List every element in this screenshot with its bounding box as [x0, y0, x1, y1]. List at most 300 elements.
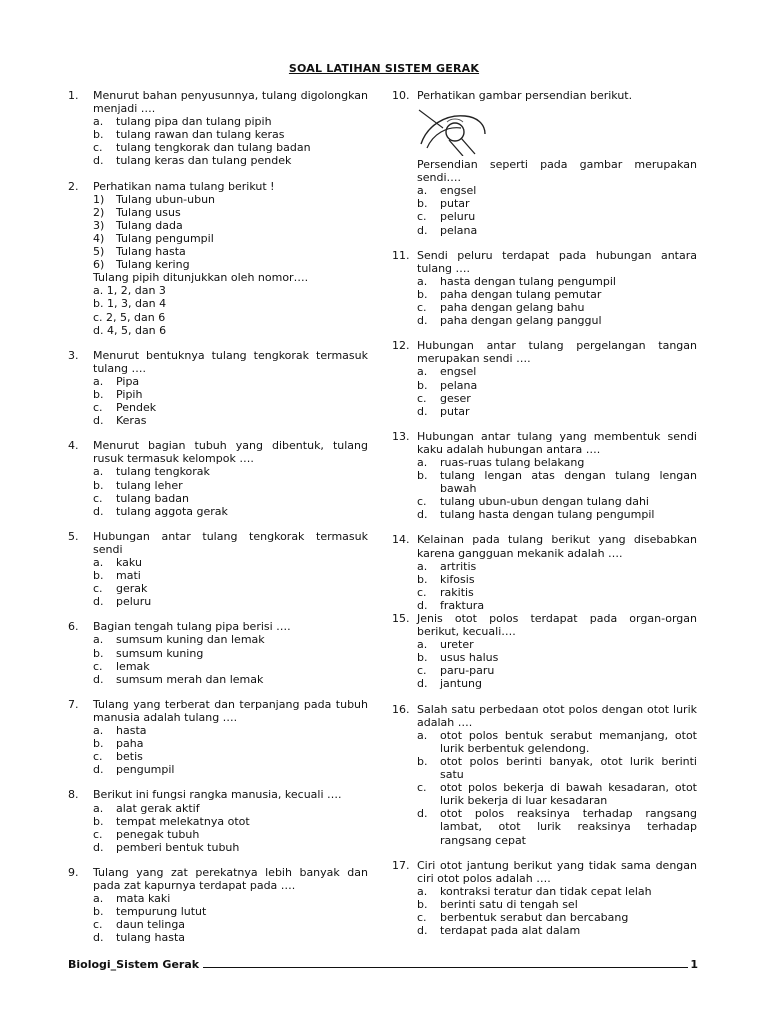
question-text: Menurut bentuknya tulang tengkorak termasuk tulang …. [93, 348, 368, 375]
option-text: tulang hasta [116, 931, 186, 945]
option-item [93, 660, 368, 673]
option-item [93, 479, 368, 492]
question-text: Tulang yang terberat dan terpanjang pada tubuh manusia adalah tulang …. [93, 697, 368, 724]
option-item [417, 729, 697, 755]
options-list [93, 633, 368, 685]
options-list [417, 184, 697, 236]
option-item [417, 599, 697, 612]
option-item [417, 469, 697, 495]
question-number: 12. [392, 339, 410, 353]
option-label: c. [417, 910, 427, 924]
question-text: Tulang yang zat perekatnya lebih banyak dan pada zat kapurnya terdapat pada …. [93, 865, 368, 892]
option-text: sumsum kuning [116, 646, 204, 660]
question-number: 9. [68, 865, 79, 879]
option-item [93, 724, 368, 737]
option-item [93, 465, 368, 478]
option-item [417, 807, 697, 846]
question-item [68, 180, 368, 337]
options-list [417, 729, 697, 847]
question-number: 10. [392, 89, 410, 102]
option-label: 2) [93, 205, 105, 219]
option-text: paha dengan gelang panggul [440, 314, 602, 328]
option-label: c. [93, 827, 103, 841]
option-item [417, 898, 697, 911]
question-number: 17. [392, 858, 410, 872]
page-number: 1 [690, 957, 698, 971]
option-label: 1) [93, 192, 105, 206]
options-list [93, 802, 368, 854]
option-label: d. [417, 677, 428, 691]
question-text: Bagian tengah tulang pipa berisi …. [93, 620, 291, 634]
footer-rule [203, 957, 688, 968]
question-line [392, 533, 697, 559]
options-list [93, 892, 368, 944]
option-label: b. [93, 128, 104, 142]
question-spacer [392, 691, 697, 703]
question-item [68, 89, 368, 168]
option-text: Keras [116, 414, 147, 428]
question-spacer [392, 237, 697, 249]
option-item [93, 763, 368, 776]
question-text: Perhatikan gambar persendian berikut. [417, 89, 633, 102]
option-label: 3) [93, 218, 105, 232]
options-list [417, 885, 697, 937]
options-list [417, 275, 697, 327]
option-label: d. [417, 223, 428, 237]
option-item [93, 206, 368, 219]
option-text: gerak [116, 582, 148, 596]
answer-line: a. 1, 2, dan 3 [93, 284, 166, 298]
option-label: d. [93, 672, 104, 686]
option-text: terdapat pada alat dalam [440, 924, 581, 938]
option-item [93, 232, 368, 245]
option-text: berbentuk serabut dan bercabang [440, 910, 629, 924]
option-text: tempat melekatnya otot [116, 814, 250, 828]
option-item [93, 647, 368, 660]
option-item [93, 595, 368, 608]
option-item [93, 673, 368, 686]
question-spacer [68, 427, 368, 439]
question-text: Berikut ini fungsi rangka manusia, kecuali …. [93, 788, 342, 802]
question-line [68, 349, 368, 375]
option-item [93, 193, 368, 206]
option-label: b. [93, 646, 104, 660]
option-text: tempurung lutut [116, 905, 207, 919]
option-text: jantung [440, 677, 483, 691]
option-text: engsel [440, 365, 477, 379]
option-text: alat gerak aktif [116, 801, 200, 815]
options-list [93, 465, 368, 517]
question-item [392, 533, 697, 612]
option-text: tulang keras dan tulang pendek [116, 154, 292, 168]
question-item [392, 89, 697, 237]
option-label: c. [93, 582, 103, 596]
option-label: 5) [93, 245, 105, 259]
option-item [93, 219, 368, 232]
option-label: c. [417, 585, 427, 599]
right-column [392, 89, 697, 937]
option-item [417, 224, 697, 237]
option-text: tulang tengkorak dan tulang badan [116, 141, 311, 155]
question-number: 14. [392, 533, 410, 547]
question-text: Menurut bagian tubuh yang dibentuk, tulang rusuk termasuk kelompok …. [93, 439, 368, 466]
question-text: Ciri otot jantung berikut yang tidak sama dengan ciri otot polos adalah …. [417, 858, 697, 885]
option-text: pengumpil [116, 763, 175, 777]
option-text: tulang hasta dengan tulang pengumpil [440, 508, 655, 522]
option-label: c. [93, 141, 103, 155]
option-label: a. [93, 556, 104, 569]
option-text: mati [116, 569, 141, 583]
option-item [93, 828, 368, 841]
option-label: d. [417, 807, 428, 821]
options-list [93, 115, 368, 167]
option-text: pemberi bentuk tubuh [116, 840, 240, 854]
question-spacer [392, 521, 697, 533]
option-item [93, 582, 368, 595]
option-item [93, 918, 368, 931]
question-item [68, 530, 368, 609]
question-text: Jenis otot polos terdapat pada organ-organ berikut, kecuali…. [417, 612, 697, 639]
option-text: Tulang kering [116, 258, 190, 272]
options-list [417, 365, 697, 417]
question-number: 4. [68, 439, 79, 453]
option-text: otot polos bekerja di bawah kesadaran, otot lurik bekerja di luar kesadaran [440, 781, 697, 808]
option-label: a. [417, 884, 428, 898]
question-text: Hubungan antar tulang pergelangan tangan merupakan sendi …. [417, 339, 697, 366]
footer-label: Biologi_Sistem Gerak [68, 957, 200, 971]
answer-line: d. 4, 5, dan 6 [93, 323, 167, 337]
question-item [68, 439, 368, 518]
option-item [93, 569, 368, 582]
option-text: Tulang pengumpil [116, 231, 214, 245]
option-text: paha dengan tulang pemutar [440, 287, 602, 301]
options-list [417, 456, 697, 521]
option-text: peluru [116, 595, 152, 609]
option-text: peluru [440, 210, 476, 224]
option-item [93, 750, 368, 763]
option-text: tulang leher [116, 478, 183, 492]
question-line [392, 859, 697, 885]
option-label: d. [417, 598, 428, 612]
option-text: tulang pipa dan tulang pipih [116, 115, 272, 129]
question-line [68, 698, 368, 724]
option-text: mata kaki [116, 892, 171, 906]
option-text: paha dengan gelang bahu [440, 301, 585, 315]
option-label: c. [417, 210, 427, 224]
option-item [417, 638, 697, 651]
question-number: 6. [68, 620, 79, 634]
option-text: otot polos bentuk serabut memanjang, otot lurik berbentuk gelendong. [440, 728, 697, 755]
option-label: d. [93, 763, 104, 777]
option-item [417, 924, 697, 937]
page-title: SOAL LATIHAN SISTEM GERAK [288, 62, 480, 75]
option-label: b. [93, 569, 104, 583]
question-line [68, 180, 368, 193]
question-line [68, 866, 368, 892]
option-item [417, 911, 697, 924]
question-item [392, 703, 697, 847]
question-spacer [68, 686, 368, 698]
question-item [68, 698, 368, 777]
option-text: pelana [440, 378, 478, 392]
question-continuation: Persendian seperti pada gambar merupakan sendi…. [417, 158, 697, 185]
option-label: b. [417, 754, 428, 768]
option-item [417, 677, 697, 690]
option-item [93, 737, 368, 750]
option-label: a. [93, 892, 104, 906]
option-text: engsel [440, 184, 477, 198]
option-item [93, 892, 368, 905]
option-label: c. [93, 491, 103, 505]
option-item [417, 755, 697, 781]
question-number: 5. [68, 529, 79, 543]
option-item [417, 365, 697, 378]
option-text: rakitis [440, 585, 474, 599]
option-text: kaku [116, 556, 142, 569]
question-line [392, 339, 697, 365]
option-text: Tulang dada [116, 218, 183, 232]
option-item [417, 781, 697, 807]
option-text: Tulang ubun-ubun [116, 192, 216, 206]
option-text: paru-paru [440, 664, 495, 678]
option-item [93, 841, 368, 854]
question-spacer [68, 776, 368, 788]
option-text: tulang aggota gerak [116, 504, 228, 518]
option-label: d. [93, 840, 104, 854]
question-spacer [68, 337, 368, 349]
option-item [93, 128, 368, 141]
option-label: d. [93, 154, 104, 168]
option-label: d. [93, 931, 104, 945]
option-item [417, 288, 697, 301]
question-number: 7. [68, 697, 79, 711]
option-label: a. [417, 365, 428, 379]
option-text: kifosis [440, 572, 475, 586]
option-text: tulang badan [116, 491, 189, 505]
question-spacer [392, 847, 697, 859]
option-text: ureter [440, 638, 474, 652]
option-text: hasta dengan tulang pengumpil [440, 274, 616, 288]
option-item [93, 492, 368, 505]
option-label: c. [417, 301, 427, 315]
option-item [93, 154, 368, 167]
option-label: b. [417, 572, 428, 586]
option-label: c. [93, 401, 103, 415]
option-item [417, 495, 697, 508]
option-text: Pendek [116, 401, 157, 415]
option-label: b. [93, 814, 104, 828]
option-label: a. [93, 801, 104, 815]
question-text: Hubungan antar tulang yang membentuk sendi kaku adalah hubungan antara …. [417, 429, 697, 456]
question-number: 13. [392, 429, 410, 443]
option-item [93, 141, 368, 154]
option-label: 4) [93, 231, 105, 245]
option-label: b. [417, 378, 428, 392]
question-spacer [68, 854, 368, 866]
option-text: Tulang usus [116, 205, 181, 219]
option-text: otot polos reaksinya terhadap rangsang lambat, otot lurik reaksinya terhadap rangsang cepat [440, 807, 697, 847]
option-label: c. [93, 750, 103, 764]
page-footer [68, 957, 698, 971]
option-label: c. [417, 664, 427, 678]
option-label: d. [417, 314, 428, 328]
question-item [68, 866, 368, 945]
option-item [93, 245, 368, 258]
option-item [417, 301, 697, 314]
options-list [417, 560, 697, 612]
option-text: usus halus [440, 651, 499, 665]
question-line [68, 788, 368, 801]
option-text: lemak [116, 659, 150, 673]
option-label: 6) [93, 258, 105, 272]
option-item [417, 885, 697, 898]
option-label: a. [417, 184, 428, 198]
option-label: b. [417, 897, 428, 911]
option-label: a. [417, 274, 428, 288]
option-text: tulang tengkorak [116, 465, 210, 479]
options-list [93, 375, 368, 427]
option-item [93, 556, 368, 569]
question-item [68, 349, 368, 428]
question-line [68, 620, 368, 633]
option-text: penegak tubuh [116, 827, 200, 841]
option-item [93, 258, 368, 271]
option-item [93, 414, 368, 427]
option-label: b. [93, 737, 104, 751]
options-list [93, 724, 368, 776]
option-label: c. [417, 781, 427, 795]
option-text: sumsum kuning dan lemak [116, 633, 265, 647]
option-label: d. [417, 924, 428, 938]
option-text: putar [440, 197, 470, 211]
question-spacer [68, 168, 368, 180]
hip-joint-figure [417, 104, 489, 156]
option-item [93, 815, 368, 828]
question-number: 15. [392, 612, 410, 625]
answer-line: b. 1, 3, dan 4 [93, 297, 167, 311]
option-label: a. [417, 728, 428, 742]
option-item [417, 560, 697, 573]
question-number: 11. [392, 248, 410, 262]
question-line [68, 530, 368, 556]
option-item [417, 379, 697, 392]
option-label: b. [93, 478, 104, 492]
option-label: b. [417, 197, 428, 211]
option-label: a. [93, 633, 104, 647]
option-item [417, 573, 697, 586]
question-spacer [392, 418, 697, 430]
option-label: a. [417, 455, 428, 469]
option-item [93, 388, 368, 401]
option-text: Pipih [116, 387, 143, 401]
option-label: c. [417, 391, 427, 405]
option-item [417, 210, 697, 223]
option-text: betis [116, 750, 143, 764]
option-label: a. [417, 559, 428, 573]
option-item [417, 651, 697, 664]
option-item [417, 586, 697, 599]
option-item [417, 275, 697, 288]
question-text: Salah satu perbedaan otot polos dengan otot lurik adalah …. [417, 702, 697, 729]
question-number: 2. [68, 179, 79, 193]
question-line [68, 89, 368, 115]
question-line [392, 612, 697, 638]
question-item [392, 249, 697, 328]
left-column [68, 89, 368, 944]
option-item [93, 115, 368, 128]
question-item [68, 620, 368, 685]
option-text: tulang ubun-ubun dengan tulang dahi [440, 495, 649, 509]
option-item [93, 505, 368, 518]
option-item [417, 184, 697, 197]
options-list [93, 556, 368, 608]
question-spacer [392, 327, 697, 339]
answer-line: c. 2, 5, dan 6 [93, 310, 166, 324]
option-label: d. [93, 504, 104, 518]
question-item [392, 612, 697, 691]
question-text: Kelainan pada tulang berikut yang disebabkan karena gangguan mekanik adalah …. [417, 533, 697, 560]
option-text: putar [440, 404, 470, 418]
option-text: berinti satu di tengah sel [440, 897, 578, 911]
question-line [392, 89, 697, 102]
option-label: a. [93, 465, 104, 479]
option-label: b. [417, 651, 428, 665]
option-text: tulang rawan dan tulang keras [116, 128, 285, 142]
option-text: hasta [116, 724, 147, 738]
option-text: fraktura [440, 598, 485, 612]
question-text: Perhatikan nama tulang berikut ! [93, 179, 275, 193]
question-item [392, 430, 697, 522]
option-item [417, 392, 697, 405]
question-line [392, 703, 697, 729]
option-text: daun telinga [116, 918, 186, 932]
answer-line: Tulang pipih ditunjukkan oleh nomor…. [93, 271, 309, 285]
question-spacer [68, 518, 368, 530]
option-item [417, 664, 697, 677]
option-text: paha [116, 737, 144, 751]
option-label: a. [93, 724, 104, 738]
question-item [68, 788, 368, 853]
option-label: b. [417, 469, 428, 483]
question-item [392, 339, 697, 418]
option-label: b. [93, 905, 104, 919]
question-number: 16. [392, 702, 410, 716]
option-item [93, 931, 368, 944]
option-label: a. [93, 115, 104, 129]
option-item [93, 802, 368, 815]
question-spacer [68, 608, 368, 620]
question-text: Sendi peluru terdapat pada hubungan antara tulang …. [417, 248, 697, 275]
option-text: otot polos berinti banyak, otot lurik berinti satu [440, 754, 697, 782]
question-text: Hubungan antar tulang tengkorak termasuk sendi [93, 529, 368, 556]
option-item [93, 375, 368, 388]
option-label: c. [93, 659, 103, 673]
option-text: kontraksi teratur dan tidak cepat lelah [440, 884, 652, 898]
option-text: Pipa [116, 374, 140, 388]
option-text: Tulang hasta [116, 245, 186, 259]
question-line [392, 430, 697, 456]
option-label: a. [417, 638, 428, 652]
question-number: 1. [68, 89, 79, 102]
option-text: geser [440, 391, 471, 405]
option-item [93, 633, 368, 646]
option-label: b. [93, 387, 104, 401]
question-text: Menurut bahan penyusunnya, tulang digolongkan menjadi …. [93, 89, 368, 116]
option-label: d. [417, 404, 428, 418]
option-item [417, 508, 697, 521]
option-item [417, 314, 697, 327]
option-label: b. [417, 287, 428, 301]
